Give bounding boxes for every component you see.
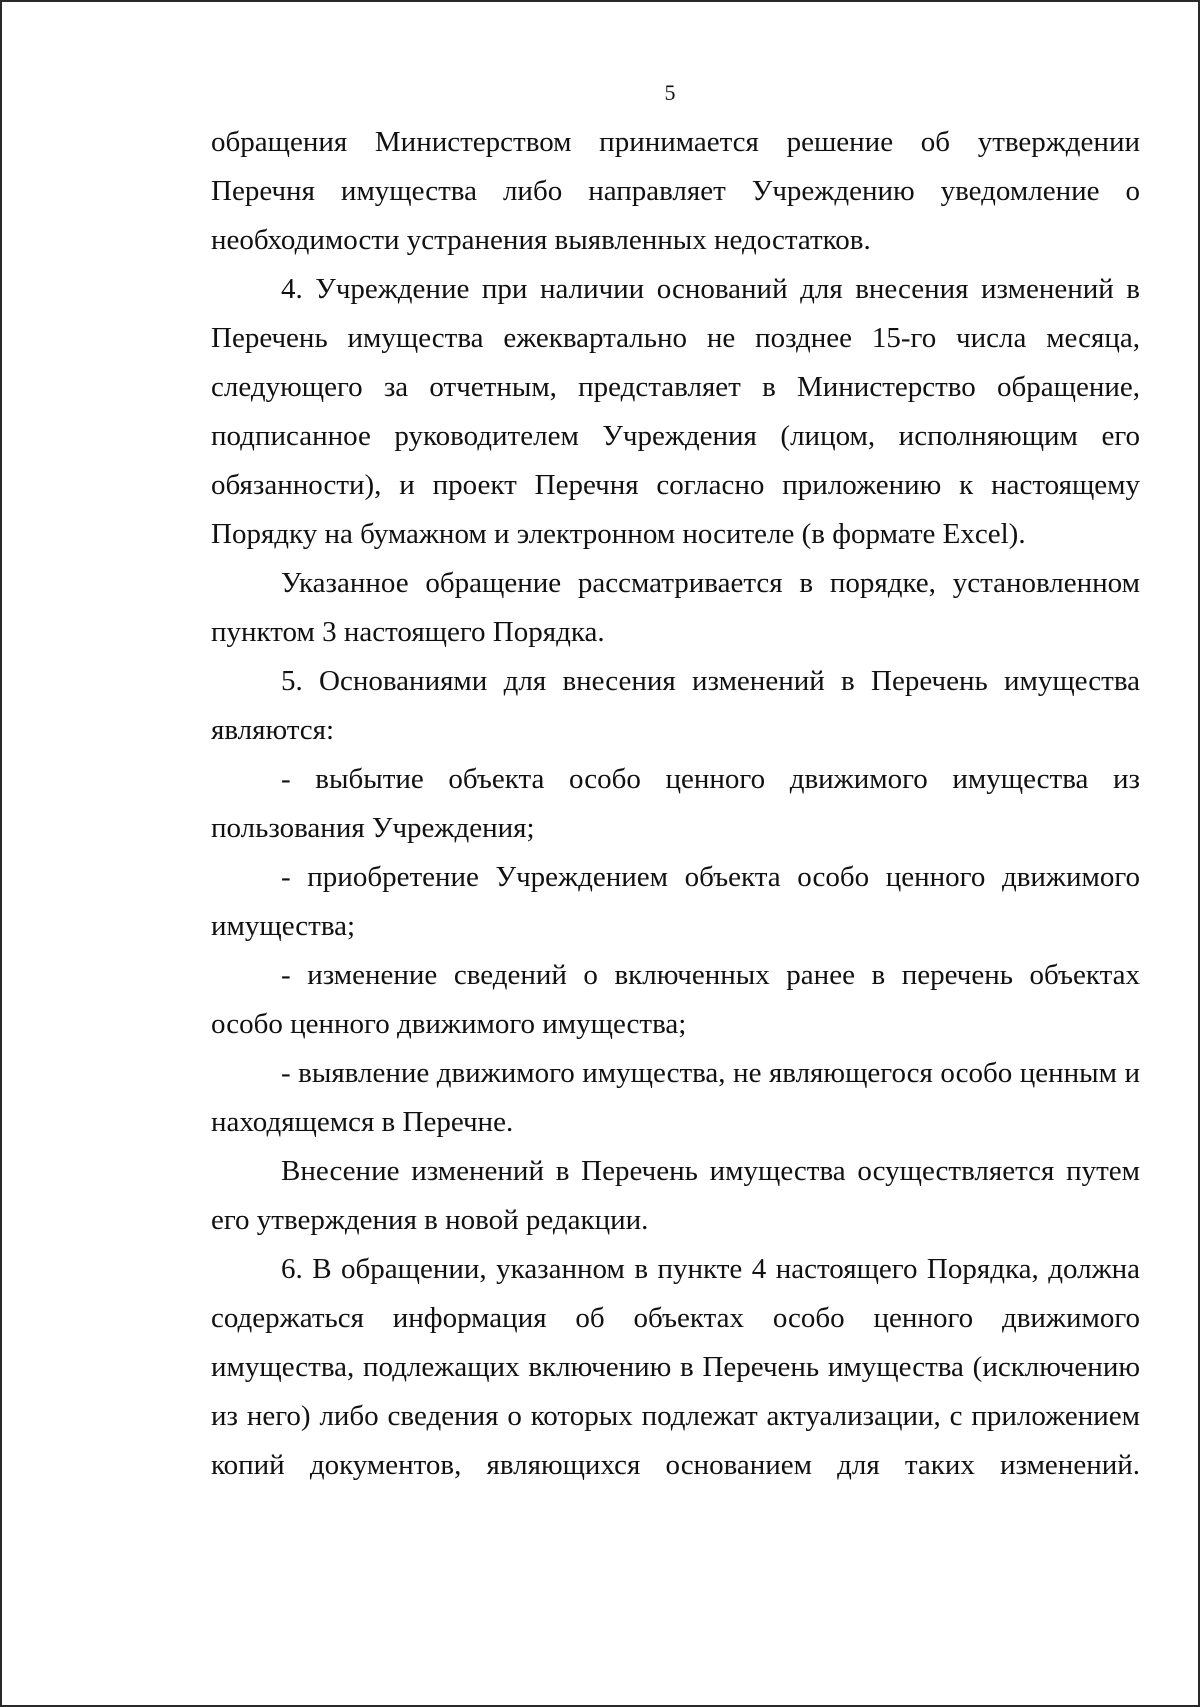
document-body	[211, 118, 1140, 1490]
paragraph-continuation: обращения Министерством принимается решение об утверждении Перечня имущества либо направляет Учреждению уведомление о необходимости устранения выявленных недостатков.	[211, 126, 1140, 256]
scan-edge-left	[0, 0, 2, 1707]
paragraph-item-6: 6. В обращении, указанном в пункте 4 настоящего Порядка, должна содержаться информация об объектах особо ценного движимого имущества, подлежащих включению в Перечень имущества (исключению из него) либо сведения о которых подлежат актуализации, с приложением копий документов, являющихся основанием для таких изменений.	[211, 1253, 1140, 1481]
list-item-change-info: - изменение сведений о включенных ранее в перечень объектах особо ценного движимого имущества;	[211, 959, 1140, 1040]
paragraph-new-edition: Внесение изменений в Перечень имущества осуществляется путем его утверждения в новой редакции.	[211, 1155, 1140, 1236]
paragraph-item-4: 4. Учреждение при наличии оснований для внесения изменений в Перечень имущества ежеквартально не позднее 15-го числа месяца, следующего за отчетным, представляет в Министерство обращение, подписанное руководителем Учреждения (лицом, исполняющим его обязанности), и проект Перечня согласно приложению к настоящему Порядку на бумажном и электронном носителе (в формате Excel).	[211, 273, 1140, 550]
list-item-disposal: - выбытие объекта особо ценного движимого имущества из пользования Учреждения;	[211, 763, 1140, 844]
list-item-acquisition: - приобретение Учреждением объекта особо ценного движимого имущества;	[211, 861, 1140, 942]
page-number: 5	[664, 80, 676, 105]
paragraph-review-note: Указанное обращение рассматривается в порядке, установленном пунктом 3 настоящего Порядка.	[211, 567, 1140, 648]
scan-edge-top	[0, 0, 1200, 2]
list-item-detection: - выявление движимого имущества, не являющегося особо ценным и находящемся в Перечне.	[211, 1057, 1140, 1138]
paragraph-item-5: 5. Основаниями для внесения изменений в Перечень имущества являются:	[211, 665, 1140, 746]
